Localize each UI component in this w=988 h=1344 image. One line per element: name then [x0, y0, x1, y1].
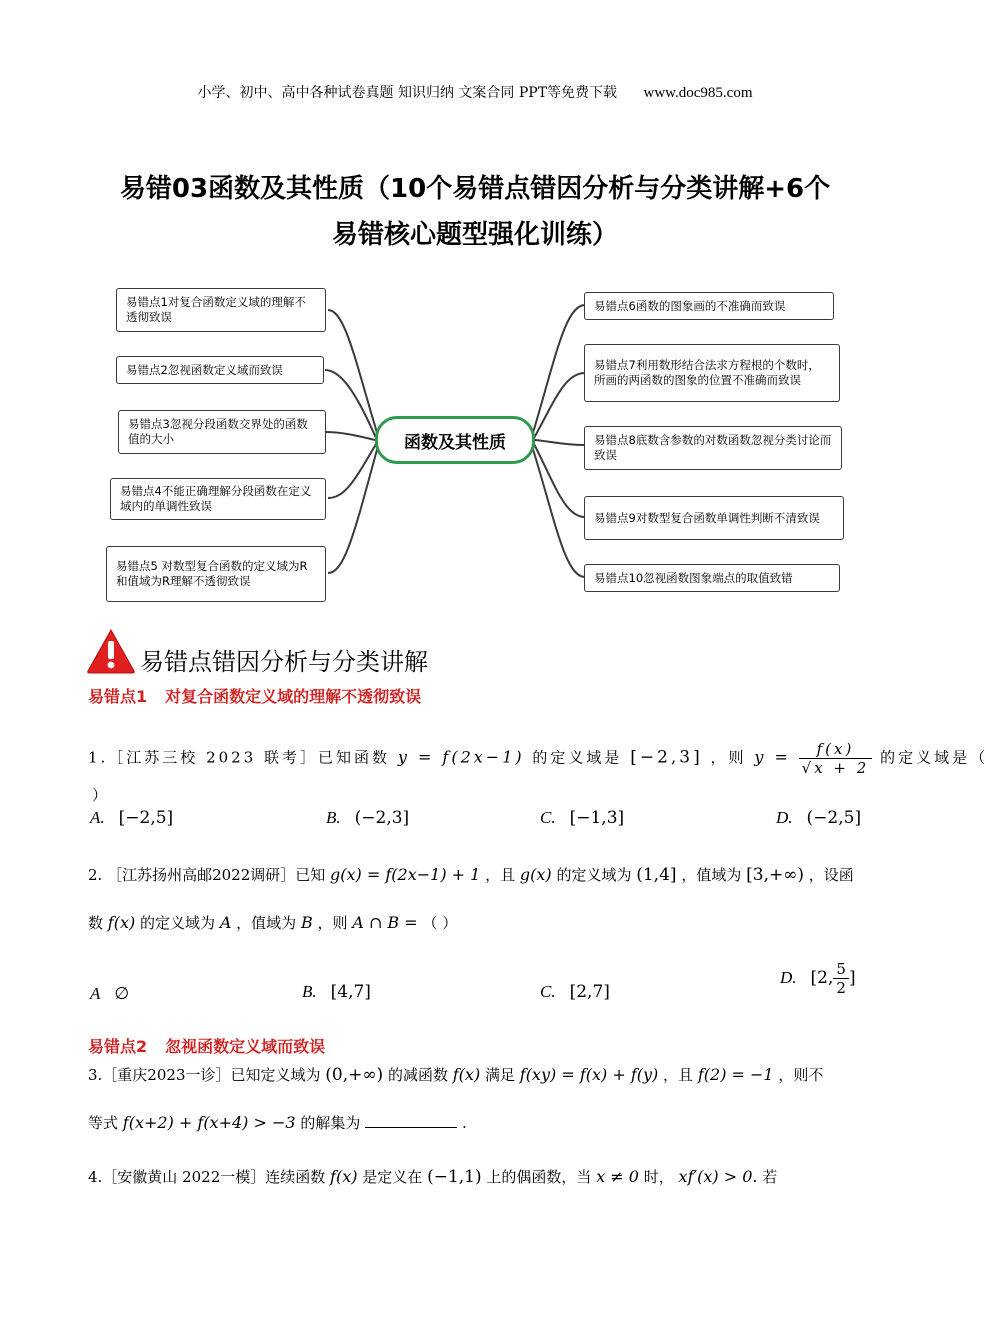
- q2-option-b[interactable]: B. [4,7]: [302, 982, 371, 1002]
- section-heading: [86, 628, 506, 676]
- q1-option-b[interactable]: B. (−2,3]: [326, 808, 410, 828]
- header-site-link[interactable]: www.doc985.com: [643, 85, 753, 101]
- document-title: [60, 166, 890, 258]
- connector-right-1: [532, 305, 585, 436]
- q1-option-a[interactable]: A. [−2,5]: [90, 808, 174, 828]
- q1-fraction: $\frac{f(x)}{√x + 2}$: [799, 740, 873, 777]
- q2-option-d-fraction: $\frac{5}{2}$: [833, 960, 849, 997]
- warning-icon: [86, 628, 136, 674]
- mindmap-node-left-2: 易错点2忽视函数定义域而致误: [116, 356, 324, 384]
- q1-option-c[interactable]: C. [−1,3]: [540, 808, 625, 828]
- section-title: 易错点错因分析与分类讲解: [140, 648, 428, 676]
- connector-left-3: [325, 432, 375, 440]
- title-line-2: 易错核心题型强化训练）: [331, 220, 618, 250]
- mindmap-center-node: 函数及其性质: [375, 416, 535, 464]
- mindmap-node-right-4: 易错点9对数型复合函数单调性判断不清致误: [584, 496, 844, 540]
- q2-option-c[interactable]: C. [2,7]: [540, 982, 610, 1002]
- error-point-2-heading: 易错点2 忽视函数定义域而致误: [88, 1037, 326, 1056]
- mind-map: [100, 280, 860, 610]
- mindmap-node-left-5: 易错点5 对数型复合函数的定义域为R和值域为R理解不透彻致误: [106, 546, 326, 602]
- connector-left-5: [328, 446, 378, 573]
- header-text: 小学、初中、高中各种试卷真题 知识归纳 文案合同 PPT等免费下载: [197, 85, 618, 101]
- mindmap-node-left-1: 易错点1对复合函数定义域的理解不透彻致误: [116, 288, 326, 332]
- q2-option-d[interactable]: D. [2, $\frac{5}{2}$ ]: [780, 960, 856, 997]
- connector-left-4: [328, 444, 376, 498]
- error-point-1-heading: 易错点1 对复合函数定义域的理解不透彻致误: [88, 687, 422, 706]
- question-2-line-1: 2. ［江苏扬州高邮2022调研］已知 g(x) = f(2x−1) + 1 ，且 g(x) 的定义域为 (1,4] ，值域为 [3,+∞) ，设函: [88, 865, 854, 885]
- title-line-1: 易错03函数及其性质（10个易错点错因分析与分类讲解+6个: [119, 174, 831, 204]
- page-header: [0, 82, 950, 102]
- mindmap-node-right-5: 易错点10忽视函数图象端点的取值致错: [584, 564, 840, 592]
- connector-right-5: [532, 446, 585, 577]
- question-3-line-2: 等式 f(x+2) + f(x+4) > −3 的解集为 .: [88, 1113, 467, 1132]
- question-3-line-1: 3.［重庆2023一诊］已知定义域为 (0,+∞) 的减函数 f(x) 满足 f(xy) = f(x) + f(y) ，且 f(2) = −1 ，则不: [88, 1065, 824, 1085]
- mindmap-node-right-2: 易错点7利用数形结合法求方程根的个数时，所画的两函数的图象的位置不准确而致误: [584, 344, 840, 402]
- question-1: 1.［江苏三校 2023 联考］已知函数 y = f(2x−1) 的定义域是 [−2,3] ，则 y = $\frac{f(x)}{√x + 2}$ 的定义域是（: [88, 740, 988, 777]
- mindmap-node-right-3: 易错点8底数含参数的对数函数忽视分类讨论而致误: [584, 426, 842, 470]
- connector-right-3: [535, 440, 585, 445]
- question-1-close-paren: ）: [92, 786, 108, 804]
- mindmap-node-left-3: 易错点3忽视分段函数交界处的函数值的大小: [118, 410, 326, 454]
- mindmap-node-right-1: 易错点6函数的图象画的不准确而致误: [584, 292, 834, 320]
- q3-answer-blank[interactable]: [365, 1114, 457, 1128]
- q1-option-d[interactable]: D. (−2,5]: [776, 808, 862, 828]
- question-4-line-1: 4.［安徽黄山 2022一模］连续函数 f(x) 是定义在 (−1,1) 上的偶函数，当 x ≠ 0 时， xf′(x) > 0. 若: [88, 1167, 778, 1187]
- mindmap-node-left-4: 易错点4不能正确理解分段函数在定义域内的单调性致误: [110, 478, 326, 520]
- question-2-line-2: 数 f(x) 的定义域为 A ，值域为 B ，则 A ∩ B = （ ）: [88, 913, 458, 932]
- q2-option-a[interactable]: A ∅: [90, 984, 130, 1004]
